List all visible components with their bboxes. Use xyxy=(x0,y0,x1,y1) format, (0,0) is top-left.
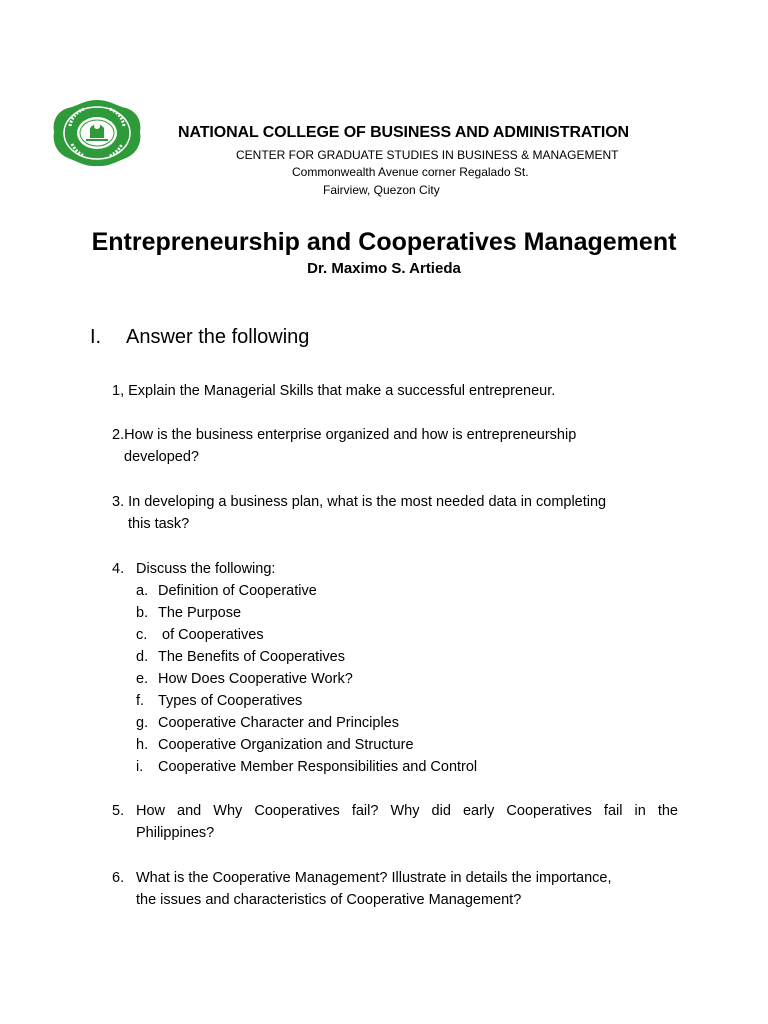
question-3-line-2: this task? xyxy=(128,516,190,532)
sub-item-letter: i. xyxy=(136,759,144,775)
address-line-2: Fairview, Quezon City xyxy=(323,183,440,197)
sub-item-text: Cooperative Member Responsibilities and Control xyxy=(158,759,478,775)
sub-item-letter: b. xyxy=(136,605,149,621)
question-3-line-1: 3. In developing a business plan, what is the most needed data in completing xyxy=(112,494,607,510)
question-5-line-2: Philippines? xyxy=(136,825,215,841)
sub-item-letter: e. xyxy=(136,671,149,687)
document-author: Dr. Maximo S. Artieda xyxy=(307,260,461,277)
question-5-number: 5. xyxy=(112,803,125,819)
sub-item-text: The Purpose xyxy=(158,605,242,621)
section-number: I. xyxy=(90,326,102,348)
question-4-text: Discuss the following: xyxy=(136,561,276,577)
section-heading: Answer the following xyxy=(126,326,310,348)
sub-item-letter: f. xyxy=(136,693,145,709)
center-name: CENTER FOR GRADUATE STUDIES IN BUSINESS & MANAGEMENT xyxy=(236,148,619,162)
sub-item-letter: g. xyxy=(136,715,149,731)
question-6-line-1: What is the Cooperative Management? Illustrate in details the importance, xyxy=(136,870,612,886)
question-5-line-1: How and Why Cooperatives fail? Why did early Cooperatives fail in the xyxy=(136,803,678,819)
sub-item-text: Types of Cooperatives xyxy=(158,693,303,709)
address-line-1: Commonwealth Avenue corner Regalado St. xyxy=(292,165,529,179)
college-seal-icon xyxy=(50,96,144,170)
sub-item-letter: h. xyxy=(136,737,149,753)
document-title: Entrepreneurship and Cooperatives Management xyxy=(91,228,677,256)
sub-item-text: Cooperative Organization and Structure xyxy=(158,737,414,753)
sub-item-text: The Benefits of Cooperatives xyxy=(158,649,345,665)
sub-item-text: of Cooperatives xyxy=(158,627,264,643)
question-2-line-1: 2.How is the business enterprise organized and how is entrepreneurship xyxy=(112,427,577,443)
question-4-number: 4. xyxy=(112,561,125,577)
question-6-line-2: the issues and characteristics of Cooperative Management? xyxy=(136,892,522,908)
sub-item-letter: c. xyxy=(136,627,148,643)
sub-item-letter: a. xyxy=(136,583,149,599)
sub-item-text: Cooperative Character and Principles xyxy=(158,715,399,731)
sub-item-text: How Does Cooperative Work? xyxy=(158,671,353,687)
question-2-line-2: developed? xyxy=(124,449,199,465)
question-6-number: 6. xyxy=(112,870,125,886)
sub-item-text: Definition of Cooperative xyxy=(158,583,317,599)
question-1: 1, Explain the Managerial Skills that make a successful entrepreneur. xyxy=(112,383,556,399)
sub-item-letter: d. xyxy=(136,649,149,665)
college-name: NATIONAL COLLEGE OF BUSINESS AND ADMINISTRATION xyxy=(178,124,630,141)
